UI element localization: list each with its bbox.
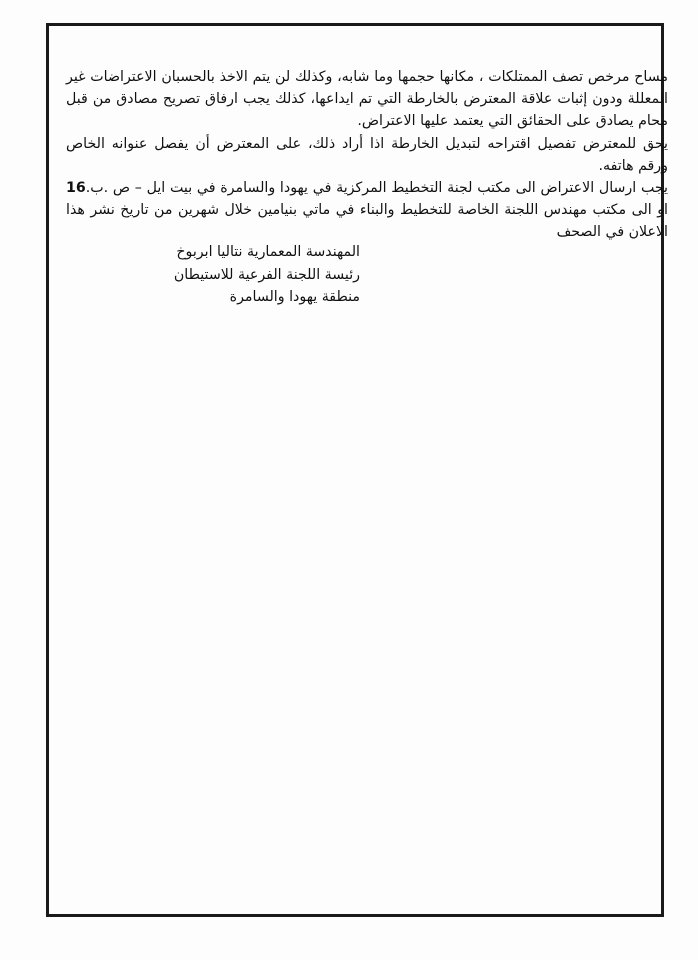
paragraph-alternative-proposal: يحق للمعترض تفصيل اقتراحه لتبديل الخارطة اذا أراد ذلك، على المعترض أن يفصل عنوانه الخاص ورقم هاتفه. <box>66 135 668 174</box>
submission-address-continuation: او الى مكتب مهندس اللجنة الخاصة للتخطيط والبناء في ماتي بنيامين خلال شهرين من تاريخ نشر هذا الاعلان في الصحف <box>66 202 668 241</box>
submission-address-text: يجب ارسال الاعتراض الى مكتب لجنة التخطيط المركزية في يهودا والسامرة في بيت ايل – ص .ب. <box>85 180 668 197</box>
signatory-title: رئيسة اللجنة الفرعية للاستيطان <box>173 266 360 283</box>
paragraph-objection-requirements: مساح مرخص تصف الممتلكات ، مكانها حجمها وما شابه، وكذلك لن يتم الاخذ بالحسبان الاعتراضات غير المعللة ودون إثبات علاقة المعترض بالخارطة التي تم ايداعها، كذلك يجب ارفاق تصريح مصادق من قبل محام يصادق على الحقائق التي يعتمد عليها الاعتراض. <box>66 69 668 130</box>
paragraph-submission-address <box>66 177 668 244</box>
signatory-name: المهندسة المعمارية نتاليا ابربوخ <box>176 244 360 260</box>
letter-body <box>66 66 668 244</box>
signature-block <box>160 241 360 309</box>
signatory-region: منطقة يهودا والسامرة <box>229 289 360 305</box>
po-box-number: 16 <box>66 180 86 197</box>
